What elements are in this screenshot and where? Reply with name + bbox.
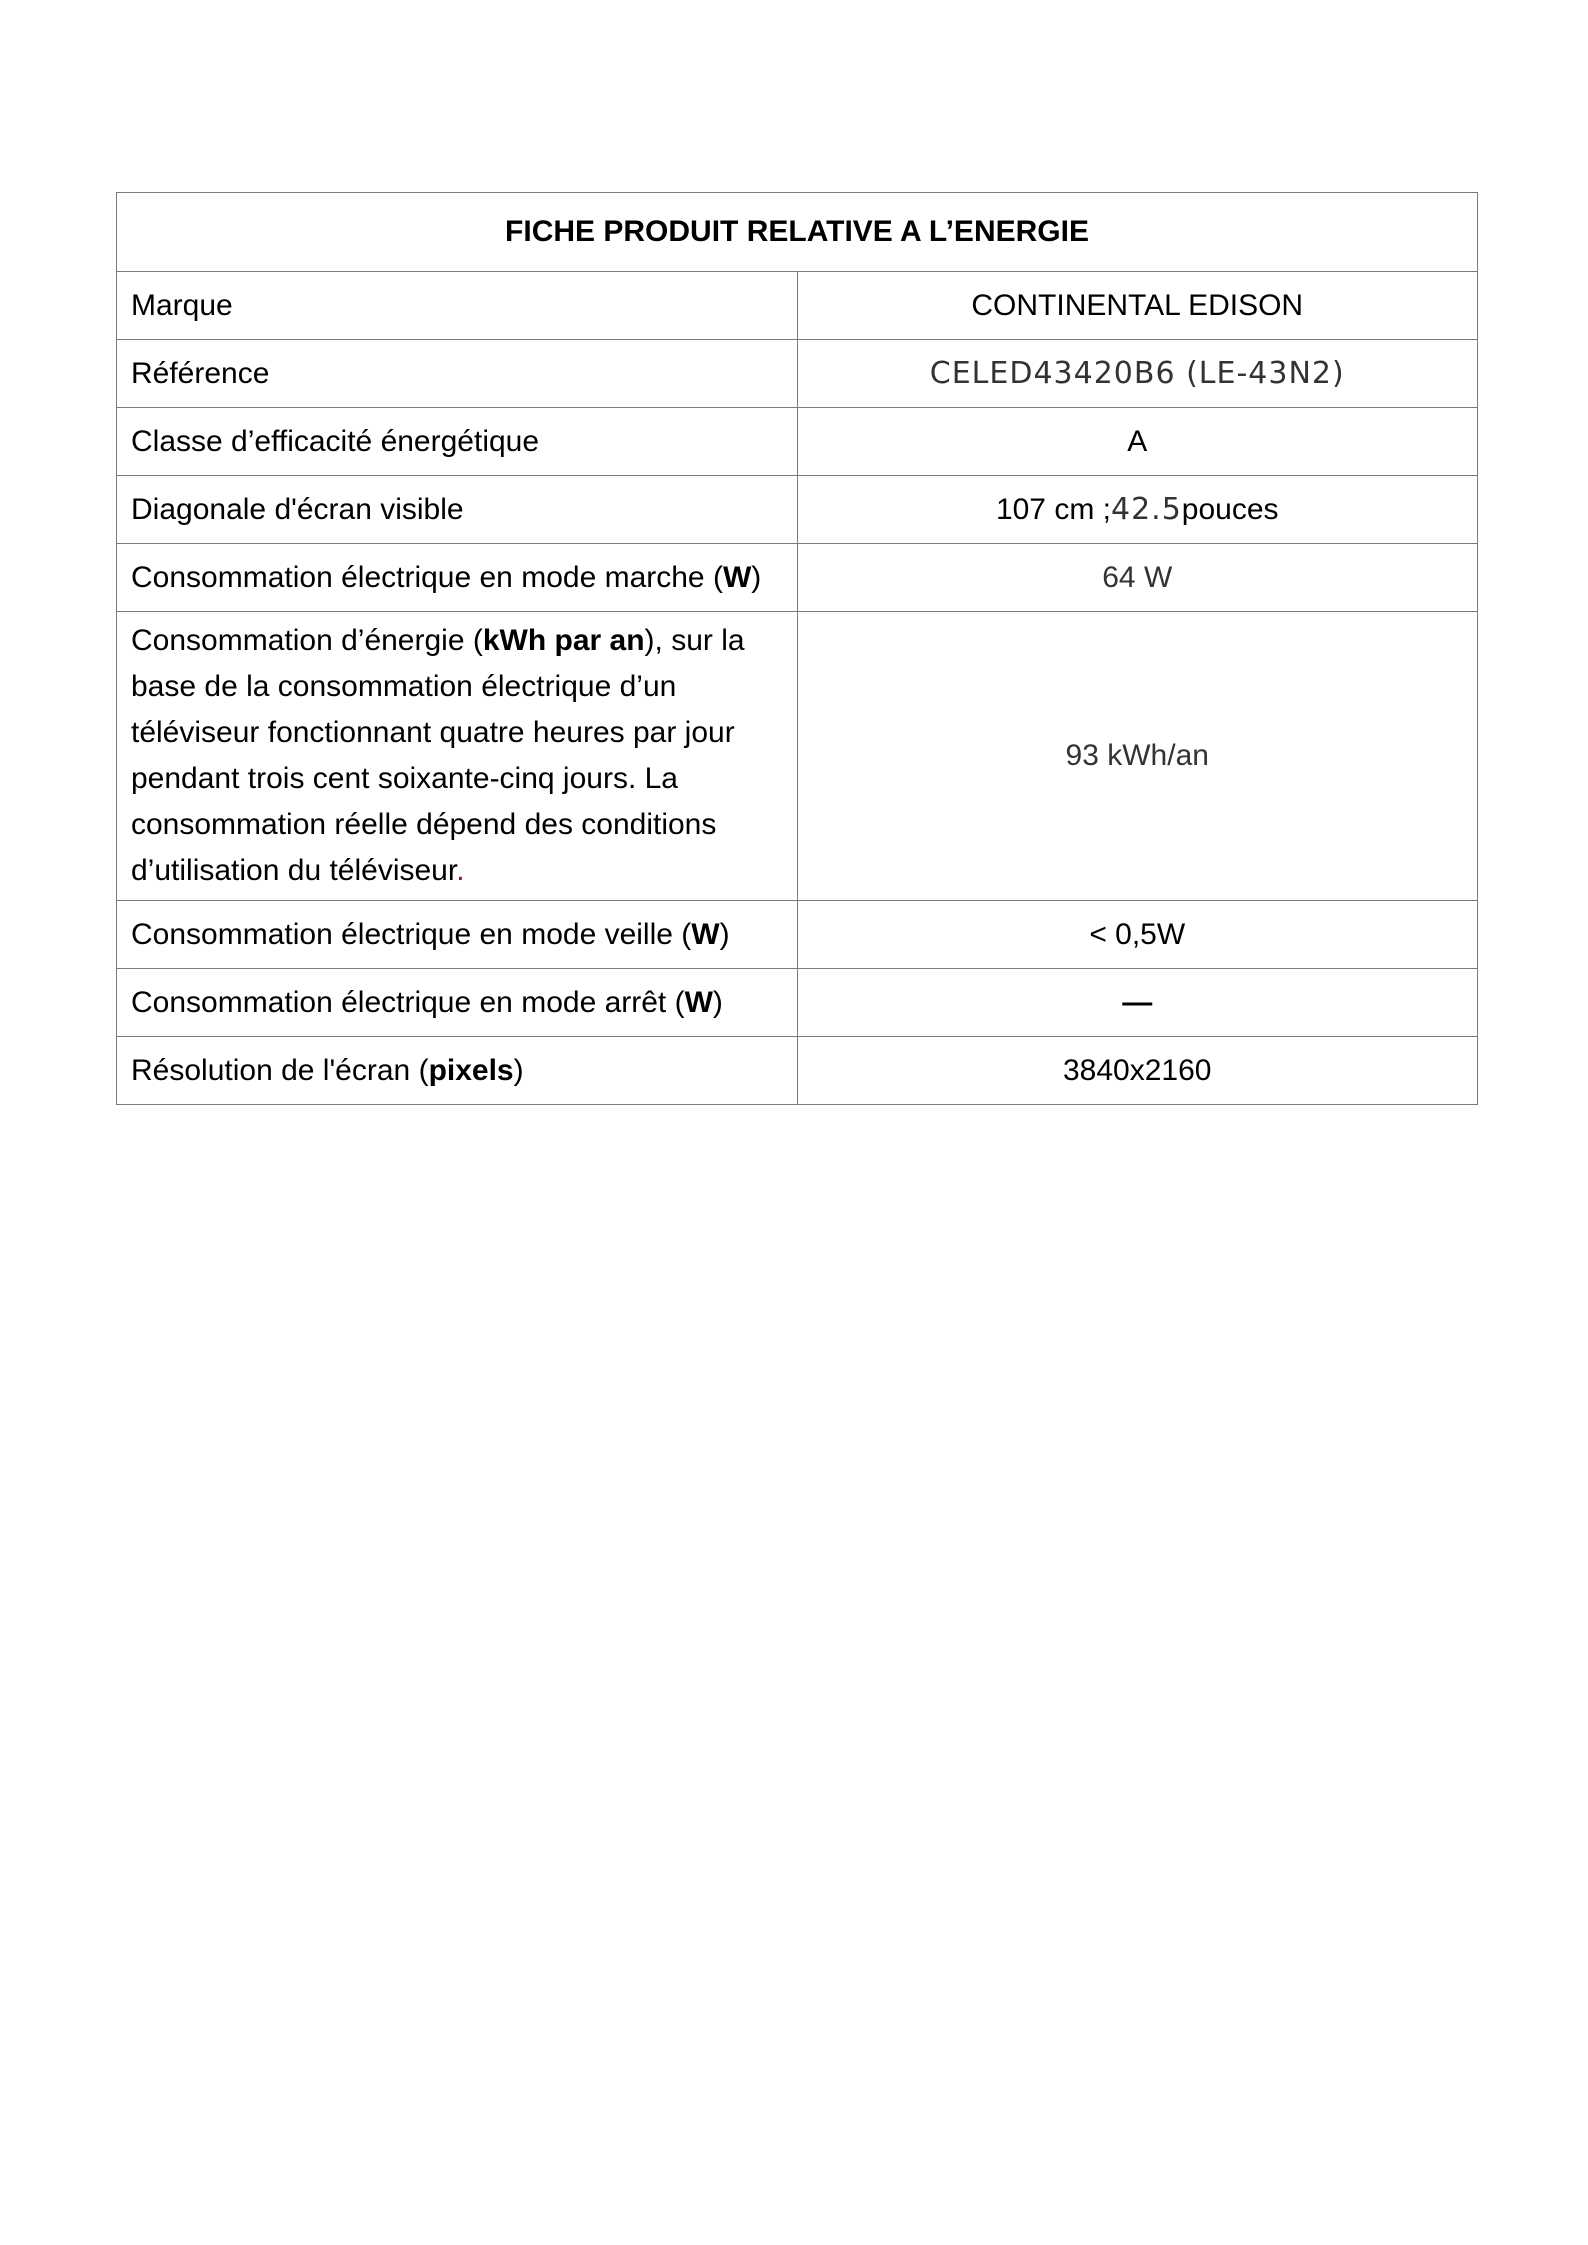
diagonal-inches: 42.5 xyxy=(1111,491,1182,527)
table-row-standby-power xyxy=(117,901,1478,969)
row-label-on-mode-power xyxy=(117,544,798,612)
diagonal-unit: pouces xyxy=(1181,492,1279,526)
row-label-reference: Référence xyxy=(117,340,798,408)
label-text: Consommation d’énergie ( xyxy=(131,624,483,657)
energy-product-sheet-table xyxy=(116,192,1478,1105)
label-text-end: . xyxy=(456,854,465,887)
dash-value: — xyxy=(1122,985,1153,1019)
row-value-brand: CONTINENTAL EDISON xyxy=(797,272,1478,340)
table-row-off-mode-power xyxy=(117,969,1478,1037)
table-row-resolution xyxy=(117,1037,1478,1105)
row-value-standby-power: < 0,5W xyxy=(797,901,1478,969)
table-row-diagonal xyxy=(117,476,1478,544)
row-value-energy-class: A xyxy=(797,408,1478,476)
table-row-annual-energy xyxy=(117,612,1478,901)
label-unit: kWh par an xyxy=(482,624,645,657)
row-label-brand: Marque xyxy=(117,272,798,340)
row-label-annual-energy xyxy=(117,612,798,901)
row-value-off-mode-power xyxy=(797,969,1478,1037)
row-label-diagonal: Diagonale d'écran visible xyxy=(117,476,798,544)
row-value-diagonal xyxy=(797,476,1478,544)
table-row-reference xyxy=(117,340,1478,408)
label-text: Consommation électrique en mode marche ( xyxy=(131,560,723,594)
label-text: Résolution de l'écran ( xyxy=(131,1053,429,1087)
row-label-standby-power xyxy=(117,901,798,969)
label-text-end: ) xyxy=(751,560,762,594)
row-label-off-mode-power xyxy=(117,969,798,1037)
table-row-brand xyxy=(117,272,1478,340)
table-header-row xyxy=(117,193,1478,272)
label-text-end: ) xyxy=(513,1053,524,1087)
sheet-title: FICHE PRODUIT RELATIVE A L’ENERGIE xyxy=(117,193,1478,272)
diagonal-cm: 107 cm ; xyxy=(995,492,1111,526)
row-value-annual-energy: 93 kWh/an xyxy=(797,612,1478,901)
row-value-on-mode-power: 64 W xyxy=(797,544,1478,612)
label-text-end: ) xyxy=(712,985,723,1019)
row-value-reference: CELED43420B6 (LE-43N2) xyxy=(797,340,1478,408)
table-row-on-mode-power xyxy=(117,544,1478,612)
label-text-end: ) xyxy=(719,917,730,951)
label-unit: W xyxy=(691,917,720,951)
label-unit: pixels xyxy=(428,1053,514,1087)
table-row-energy-class xyxy=(117,408,1478,476)
label-text-continued: ), sur la base de la consommation électrique d’un téléviseur fonctionnant quatre heures par jour pendant trois cent soixante-cinq jours. La consommation réelle dépend des conditions d’utilisation du téléviseur xyxy=(131,624,745,887)
label-text: Consommation électrique en mode arrêt ( xyxy=(131,985,685,1019)
label-unit: W xyxy=(722,560,752,594)
label-unit: W xyxy=(684,985,713,1019)
row-label-energy-class: Classe d’efficacité énergétique xyxy=(117,408,798,476)
row-label-resolution xyxy=(117,1037,798,1105)
row-value-resolution: 3840x2160 xyxy=(797,1037,1478,1105)
label-text: Consommation électrique en mode veille ( xyxy=(131,917,692,951)
